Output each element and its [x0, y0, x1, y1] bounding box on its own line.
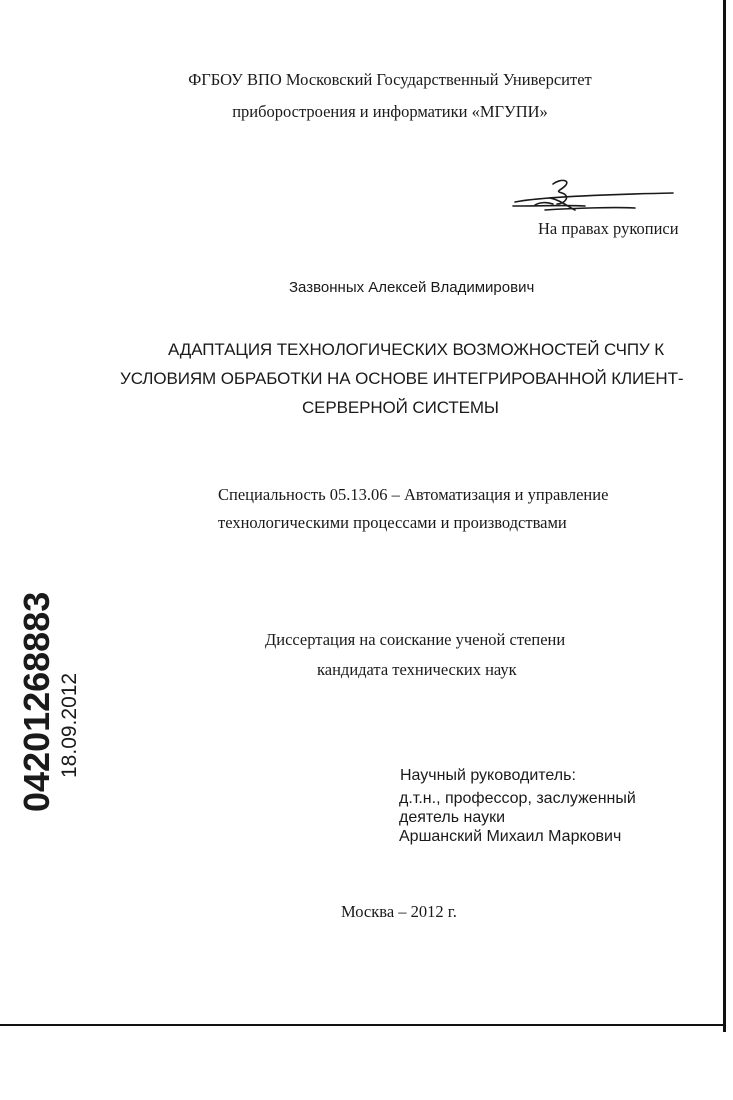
scan-edge-right: [723, 0, 726, 1032]
degree-line-2: кандидата технических наук: [317, 660, 517, 679]
university-line-2: приборостроения и информатики «МГУПИ»: [232, 102, 548, 121]
registration-number-stamp: 04201268883: [16, 591, 57, 812]
advisor-credentials-1: д.т.н., профессор, заслуженный: [399, 790, 636, 807]
signature: [505, 176, 680, 218]
specialty-line-1: Специальность 05.13.06 – Автоматизация и управление: [218, 485, 609, 504]
degree-line-1: Диссертация на соискание ученой степени: [265, 630, 566, 649]
thesis-title-line-2: УСЛОВИЯМ ОБРАБОТКИ НА ОСНОВЕ ИНТЕГРИРОВАННОЙ КЛИЕНТ-: [120, 369, 684, 388]
advisor-credentials-2: деятель науки: [399, 809, 506, 826]
place-and-year: Москва – 2012 г.: [341, 902, 457, 921]
advisor-label: Научный руководитель:: [400, 767, 576, 784]
specialty-line-2: технологическими процессами и производствами: [218, 513, 567, 532]
scan-edge-bottom: [0, 1024, 726, 1026]
registration-date-stamp: 18.09.2012: [58, 672, 81, 778]
manuscript-rights-note: На правах рукописи: [538, 219, 679, 238]
thesis-title-line-3: СЕРВЕРНОЙ СИСТЕМЫ: [302, 398, 499, 417]
author-name: Зазвонных Алексей Владимирович: [289, 279, 535, 296]
university-line-1: ФГБОУ ВПО Московский Государственный Университет: [188, 70, 592, 89]
thesis-title-line-1: АДАПТАЦИЯ ТЕХНОЛОГИЧЕСКИХ ВОЗМОЖНОСТЕЙ СЧПУ К: [168, 340, 665, 359]
advisor-name: Аршанский Михаил Маркович: [399, 828, 622, 845]
